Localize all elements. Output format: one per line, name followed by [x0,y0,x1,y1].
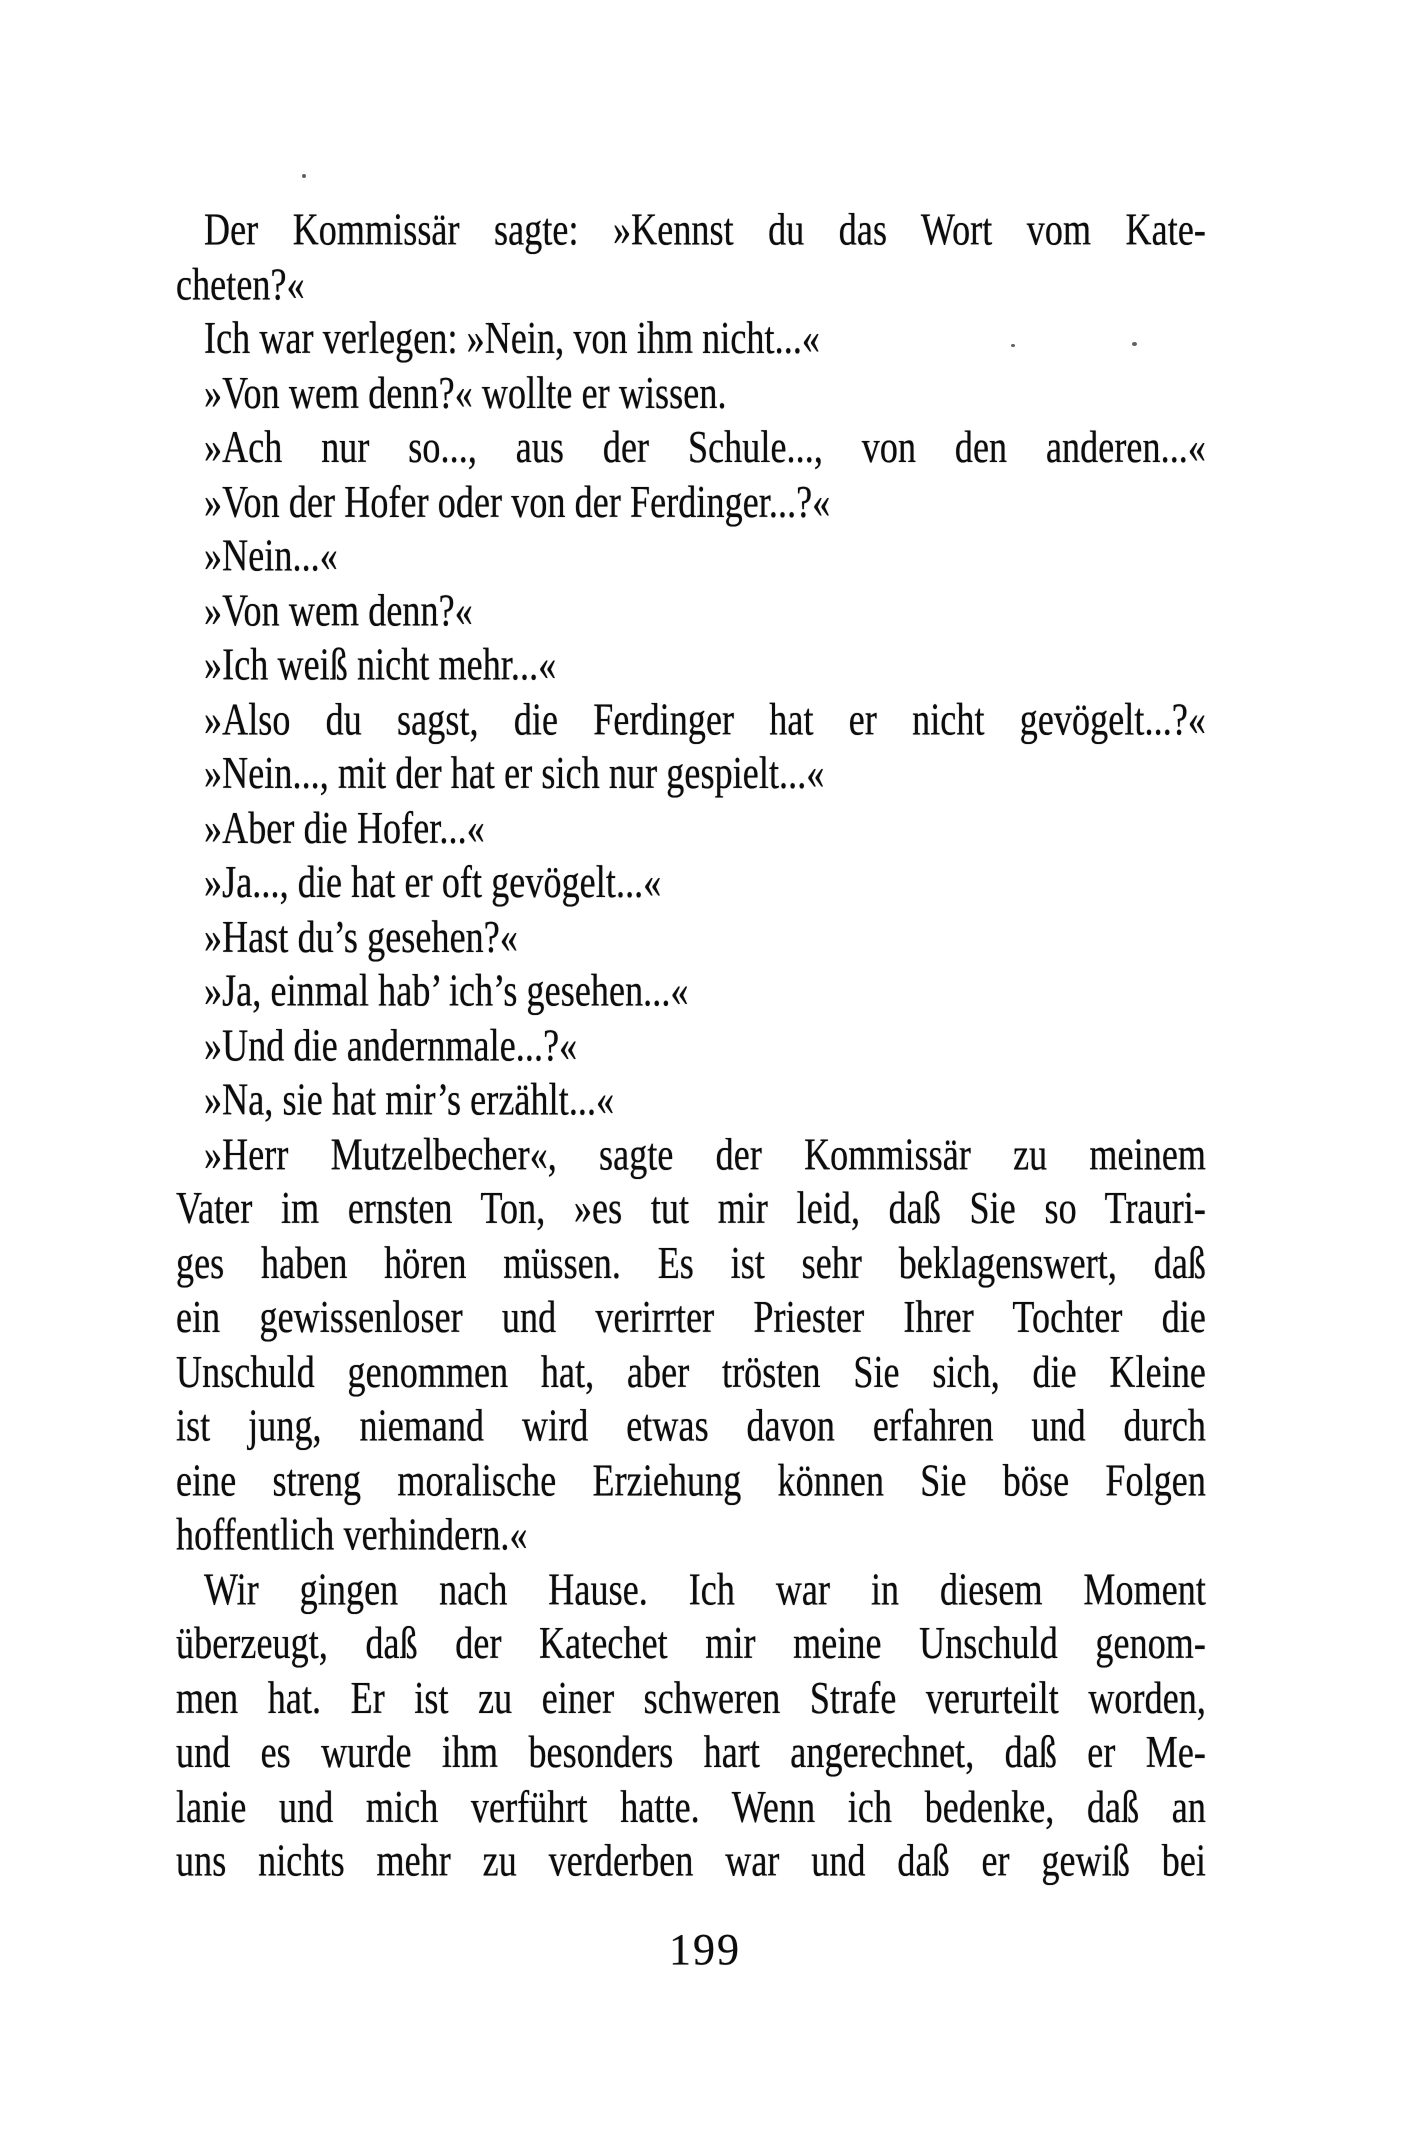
text-line: »Na, sie hat mir’s erzählt...« [204,1074,615,1125]
text-line: uns nichts mehr zu verderben war und daß er gewiß bei [176,1835,1206,1886]
text-line: »Von wem denn?« [204,584,473,635]
text-line: Vater im ernsten Ton, »es tut mir leid, daß Sie so Trauri- [176,1183,1206,1233]
text-line: »Herr Mutzelbecher«, sagte der Kommissär zu meinem [204,1128,1206,1179]
scan-speck [1011,344,1015,347]
text-line: und es wurde ihm besonders hart angerechnet, daß er Me- [176,1726,1206,1777]
text-line: »Von der Hofer oder von der Ferdinger...?« [204,476,831,527]
text-line: »Aber die Hofer...« [204,802,485,853]
text-line: »Nein...« [204,530,338,581]
scan-speck [1132,342,1137,346]
text-line: »Und die andernmale...?« [204,1019,578,1070]
text-line: Ich war verlegen: »Nein, von ihm nicht...« [204,313,821,363]
text-line: »Ach nur so..., aus der Schule..., von den anderen...« [204,421,1206,472]
text-line: ist jung, niemand wird etwas davon erfahren und durch [176,1400,1206,1451]
text-line: »Also du sagst, die Ferdinger hat er nicht gevögelt...?« [204,693,1206,744]
scan-speck [302,174,306,178]
text-line: men hat. Er ist zu einer schweren Strafe verurteilt worden, [176,1672,1206,1723]
text-line: »Ich weiß nicht mehr...« [204,639,557,690]
text-line: cheten?« [176,258,305,309]
text-line: »Ja, einmal hab’ ich’s gesehen...« [204,965,689,1016]
text-block [176,203,1206,1889]
text-line: Der Kommissär sagte: »Kennst du das Wort vom Kate- [204,204,1206,255]
text-line: Wir gingen nach Hause. Ich war in diesem Moment [204,1563,1206,1614]
text-line: »Ja..., die hat er oft gevögelt...« [204,856,662,907]
page-number: 199 [669,1925,741,1974]
text-line: hoffentlich verhindern.« [176,1509,528,1560]
text-line: »Von wem denn?« wollte er wissen. [204,367,727,418]
text-line: eine streng moralische Erziehung können Sie böse Folgen [176,1454,1206,1505]
text-line: überzeugt, daß der Katechet mir meine Unschuld genom- [176,1618,1206,1668]
text-line: ges haben hören müssen. Es ist sehr beklagenswert, daß [176,1237,1206,1288]
text-line: ein gewissenloser und verirrter Priester Ihrer Tochter die [176,1291,1206,1342]
text-line: »Nein..., mit der hat er sich nur gespielt...« [204,748,825,798]
text-line: lanie und mich verführt hatte. Wenn ich bedenke, daß an [176,1781,1206,1832]
text-line: Unschuld genommen hat, aber trösten Sie sich, die Kleine [176,1346,1206,1397]
text-line: »Hast du’s gesehen?« [204,911,518,962]
